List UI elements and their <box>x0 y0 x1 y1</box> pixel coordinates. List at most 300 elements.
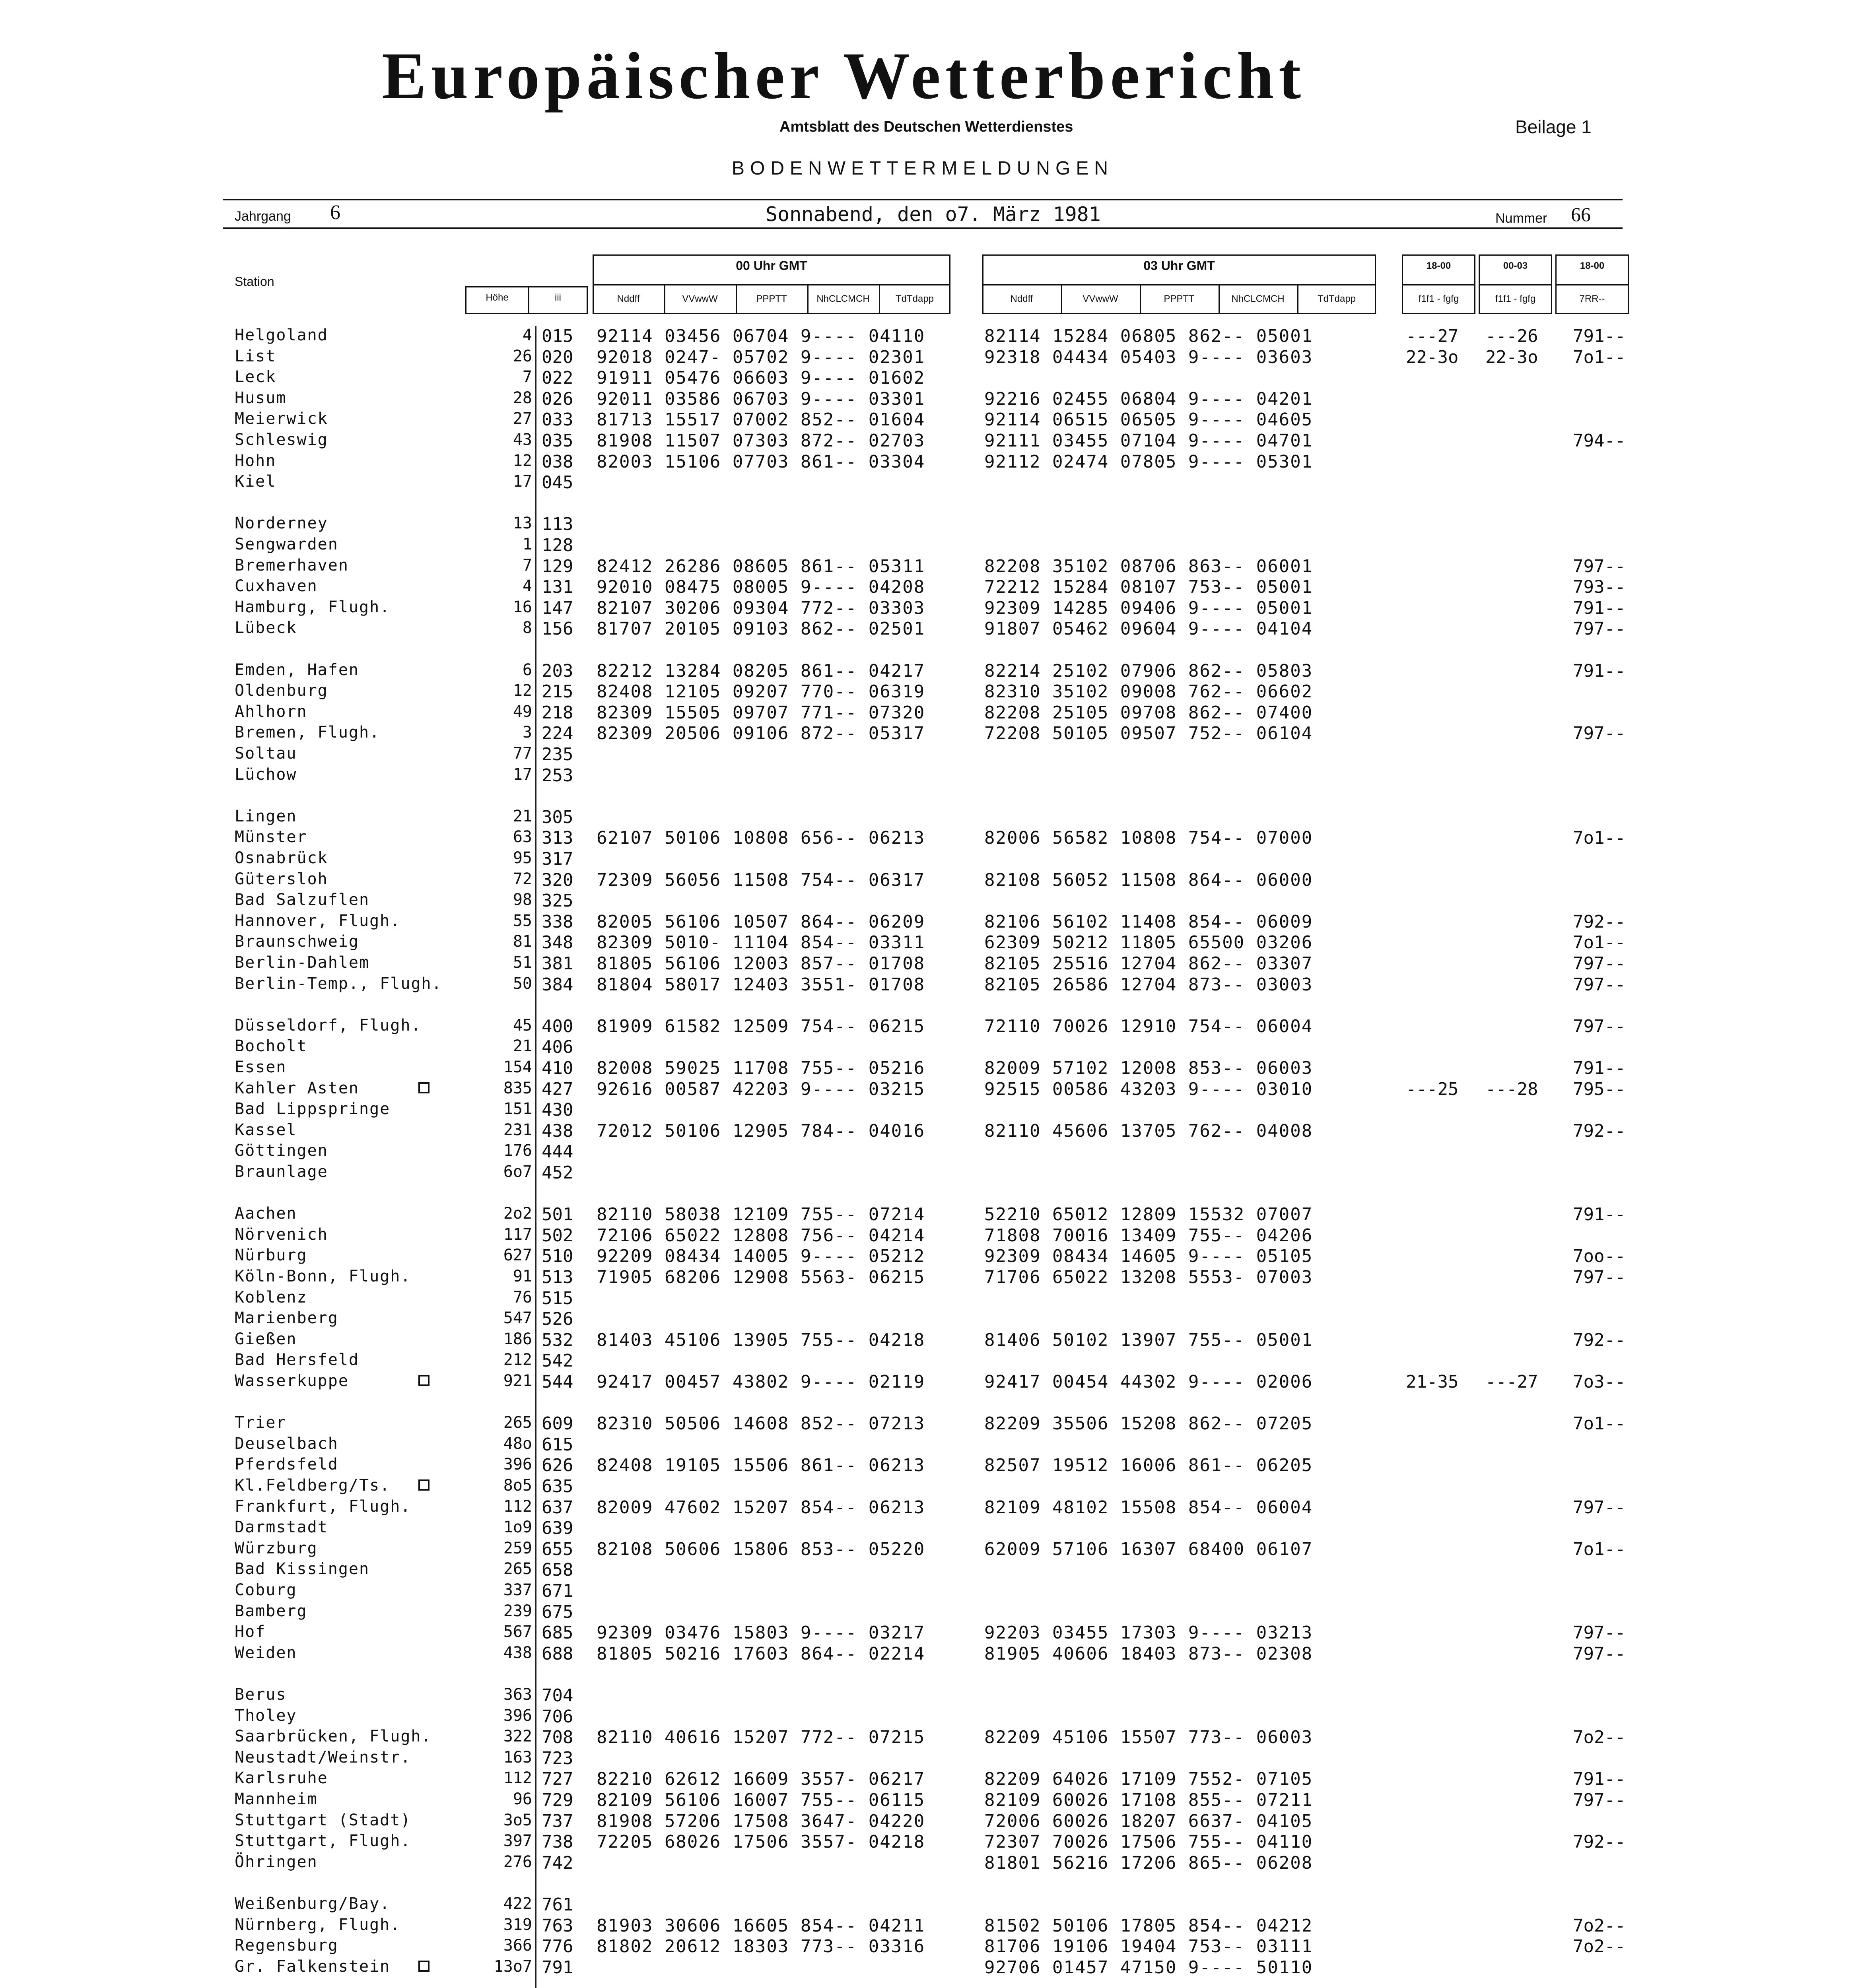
obs-03-gmt: 82106 56102 11408 854-- 06009 <box>984 912 1313 932</box>
station-height: 48o <box>503 1435 532 1453</box>
obs-03-gmt: 62009 57106 16307 68400 06107 <box>984 1539 1313 1559</box>
station-name: Hamburg, Flugh. <box>235 598 391 616</box>
station-number: 020 <box>542 347 573 367</box>
obs-00-gmt: 82003 15106 07703 861-- 03304 <box>597 452 925 472</box>
group-00-divider <box>593 284 950 285</box>
station-height: 76 <box>513 1288 532 1307</box>
station-name: Koblenz <box>235 1288 307 1307</box>
obs-00-gmt: 82110 40616 15207 772-- 07215 <box>597 1727 925 1747</box>
station-number: 325 <box>542 891 573 911</box>
station-name: Hannover, Flugh. <box>235 912 401 930</box>
obs-00-gmt: 72012 50106 12905 784-- 04016 <box>597 1121 925 1141</box>
station-height: 98 <box>513 891 532 909</box>
station-height: 4 <box>522 577 532 595</box>
col03-clouds: NhCLCMCH <box>1231 293 1285 304</box>
gust-0003: ---27 <box>1485 1372 1538 1392</box>
obs-03-gmt: 71808 70016 13409 755-- 04206 <box>984 1225 1313 1246</box>
gust-1800: ---27 <box>1406 326 1459 346</box>
obs-03-gmt: 92203 03455 17303 9---- 03213 <box>984 1623 1313 1643</box>
station-number: 320 <box>542 870 573 890</box>
obs-03-gmt: 62309 50212 11805 65500 03206 <box>984 932 1313 953</box>
station-number: 655 <box>542 1539 573 1559</box>
precip-code: 797-- <box>1573 1497 1626 1518</box>
station-height: 55 <box>513 912 532 930</box>
obs-03-gmt: 82208 25105 09708 862-- 07400 <box>984 703 1313 723</box>
station-name: Braunschweig <box>235 932 359 951</box>
precip-code: 797-- <box>1573 953 1626 974</box>
col03-nddff: Nddff <box>1010 293 1033 304</box>
obs-00-gmt: 82110 58038 12109 755-- 07214 <box>597 1204 925 1225</box>
supplement-label: Beilage 1 <box>1515 116 1592 137</box>
station-number: 128 <box>542 535 573 555</box>
station-number: 113 <box>542 514 573 534</box>
obs-00-gmt: 92616 00587 42203 9---- 03215 <box>597 1079 925 1099</box>
station-number: 015 <box>542 326 573 346</box>
obs-00-gmt: 81908 11507 07303 872-- 02703 <box>597 431 925 451</box>
station-header: Station <box>235 274 274 289</box>
obs-03-gmt: 81706 19106 19404 753-- 03111 <box>984 1936 1313 1957</box>
station-number: 026 <box>542 389 573 409</box>
precip-code: 7oo-- <box>1573 1246 1626 1266</box>
obs-00-gmt: 82408 12105 09207 770-- 06319 <box>597 681 925 702</box>
station-number: 737 <box>542 1811 573 1831</box>
precip-code: 792-- <box>1573 1121 1626 1141</box>
obs-03-gmt: 92417 00454 44302 9---- 02006 <box>984 1372 1313 1392</box>
obs-00-gmt: 82408 19105 15506 861-- 06213 <box>597 1455 925 1475</box>
precip-code: 791-- <box>1573 598 1626 618</box>
station-number: 348 <box>542 932 573 953</box>
station-name: Osnabrück <box>235 849 328 867</box>
obs-00-gmt: 92010 08475 08005 9---- 04208 <box>597 577 925 597</box>
station-number: 637 <box>542 1497 573 1518</box>
group-03-title: 03 Uhr GMT <box>1143 258 1215 273</box>
station-name: Hof <box>235 1623 266 1641</box>
col03-tdapp: TdTdapp <box>1317 293 1356 304</box>
station-name: Regensburg <box>235 1936 338 1955</box>
station-height: 163 <box>503 1748 532 1767</box>
gust-1800-title: 18-00 <box>1426 260 1451 271</box>
col00-clouds: NhCLCMCH <box>816 293 870 304</box>
precip-code: 792-- <box>1573 1330 1626 1350</box>
obs-00-gmt: 82210 62612 16609 3557- 06217 <box>597 1769 925 1789</box>
station-name: Kiel <box>235 472 276 491</box>
divider <box>1479 284 1552 285</box>
station-number: 317 <box>542 849 573 869</box>
precip-code: 792-- <box>1573 912 1626 932</box>
station-number: 763 <box>542 1916 573 1936</box>
obs-00-gmt: 81403 45106 13905 755-- 04218 <box>597 1330 925 1350</box>
station-number: 156 <box>542 619 573 639</box>
rain-1800-title: 18-00 <box>1580 260 1605 271</box>
station-height: 239 <box>503 1602 532 1620</box>
station-height: 4 <box>522 326 532 344</box>
obs-00-gmt: 82310 50506 14608 852-- 07213 <box>597 1413 925 1434</box>
precip-code: 7o2-- <box>1573 1727 1626 1747</box>
obs-03-gmt: 82108 56052 11508 864-- 06000 <box>984 870 1313 890</box>
group-00-title: 00 Uhr GMT <box>736 258 807 273</box>
station-name: Coburg <box>235 1581 297 1599</box>
station-name: Norderney <box>235 514 328 532</box>
station-number: 381 <box>542 953 573 974</box>
obs-03-gmt: 92515 00586 43203 9---- 03010 <box>984 1079 1313 1099</box>
station-number: 544 <box>542 1372 573 1392</box>
obs-03-gmt: 82209 45106 15507 773-- 06003 <box>984 1727 1313 1747</box>
station-name: Kassel <box>235 1121 297 1139</box>
station-height: 7 <box>522 368 532 386</box>
group-03-divider <box>982 284 1376 285</box>
station-height: 13o7 <box>494 1957 532 1976</box>
station-number: 406 <box>542 1037 573 1057</box>
station-name: Bamberg <box>235 1602 307 1620</box>
station-height: 112 <box>503 1769 532 1787</box>
station-name: Deuselbach <box>235 1435 338 1453</box>
obs-00-gmt: 81805 50216 17603 864-- 02214 <box>597 1644 925 1664</box>
iii-header: iii <box>555 292 561 303</box>
station-name: Karlsruhe <box>235 1769 328 1787</box>
precip-code: 7o1-- <box>1573 1413 1626 1434</box>
obs-00-gmt: 92114 03456 06704 9---- 04110 <box>597 326 925 346</box>
column-separator <box>535 326 536 1988</box>
station-name: Essen <box>235 1058 287 1076</box>
date-rule <box>223 227 1623 229</box>
station-name: Aachen <box>235 1204 297 1223</box>
station-number: 526 <box>542 1309 573 1329</box>
station-number: 727 <box>542 1769 573 1789</box>
obs-00-gmt: 82005 56106 10507 864-- 06209 <box>597 912 925 932</box>
station-number: 688 <box>542 1644 573 1664</box>
precip-code: 797-- <box>1573 975 1626 995</box>
precip-code: 7o1-- <box>1573 1539 1626 1559</box>
station-height: 77 <box>513 744 532 763</box>
station-number: 384 <box>542 975 573 995</box>
obs-00-gmt: 82309 20506 09106 872-- 05317 <box>597 723 925 744</box>
jahrgang-label: Jahrgang <box>235 209 291 224</box>
station-name: Sengwarden <box>235 535 338 553</box>
station-number: 738 <box>542 1832 573 1852</box>
station-number: 729 <box>542 1790 573 1810</box>
station-name: Münster <box>235 828 307 846</box>
station-name: Lingen <box>235 807 297 825</box>
station-number: 626 <box>542 1455 573 1475</box>
precip-code: 7o2-- <box>1573 1936 1626 1957</box>
obs-03-gmt: 72006 60026 18207 6637- 04105 <box>984 1811 1313 1831</box>
station-number: 685 <box>542 1623 573 1643</box>
station-name: Mannheim <box>235 1790 318 1808</box>
station-name: Nörvenich <box>235 1225 328 1244</box>
obs-00-gmt: 72309 56056 11508 754-- 06317 <box>597 870 925 890</box>
station-height: 322 <box>503 1727 532 1745</box>
station-name: Bocholt <box>235 1037 307 1055</box>
divider <box>1402 284 1475 285</box>
station-number: 203 <box>542 661 573 681</box>
station-height: 186 <box>503 1330 532 1348</box>
station-number: 438 <box>542 1121 573 1141</box>
obs-03-gmt: 92111 03455 07104 9---- 04701 <box>984 431 1313 451</box>
station-height: 259 <box>503 1539 532 1557</box>
station-name: Helgoland <box>235 326 328 344</box>
station-height: 151 <box>503 1100 532 1118</box>
station-name: Hohn <box>235 452 276 470</box>
station-height: 12 <box>513 681 532 700</box>
station-number: 427 <box>542 1079 573 1099</box>
obs-00-gmt: 82008 59025 11708 755-- 05216 <box>597 1058 925 1078</box>
obs-03-gmt: 82110 45606 13705 762-- 04008 <box>984 1121 1313 1141</box>
precip-code: 791-- <box>1573 326 1626 346</box>
station-name: Göttingen <box>235 1142 328 1160</box>
obs-00-gmt: 82309 15505 09707 771-- 07320 <box>597 703 925 723</box>
station-height: 26 <box>513 347 532 365</box>
station-height: 45 <box>513 1016 532 1035</box>
station-name: Stuttgart (Stadt) <box>235 1811 411 1829</box>
precip-code: 791-- <box>1573 1769 1626 1789</box>
station-number: 410 <box>542 1058 573 1078</box>
station-number: 639 <box>542 1518 573 1538</box>
precip-code: 797-- <box>1573 619 1626 639</box>
obs-00-gmt: 92011 03586 06703 9---- 03301 <box>597 389 925 409</box>
open-square-icon <box>418 1961 430 1972</box>
station-number: 671 <box>542 1581 573 1601</box>
col00-vvwww: VVwwW <box>682 293 718 304</box>
gust-1800: 22-3o <box>1406 347 1459 367</box>
hoehe-header: Höhe <box>486 292 509 303</box>
obs-03-gmt: 82114 15284 06805 862-- 05001 <box>984 326 1313 346</box>
obs-03-gmt: 82109 60026 17108 855-- 07211 <box>984 1790 1313 1810</box>
station-number: 675 <box>542 1602 573 1622</box>
station-height: 319 <box>503 1916 532 1934</box>
station-number: 038 <box>542 452 573 472</box>
station-height: 43 <box>513 431 532 449</box>
obs-03-gmt: 81406 50102 13907 755-- 05001 <box>984 1330 1313 1350</box>
station-height: 96 <box>513 1790 532 1808</box>
obs-00-gmt: 72106 65022 12808 756-- 04214 <box>597 1225 925 1246</box>
station-name: Soltau <box>235 744 297 763</box>
obs-03-gmt: 92706 01457 47150 9---- 50110 <box>984 1957 1313 1978</box>
station-name: Bad Salzuflen <box>235 891 370 909</box>
station-height: 276 <box>503 1853 532 1871</box>
top-rule <box>223 199 1623 200</box>
precip-code: 791-- <box>1573 1204 1626 1225</box>
station-height: 396 <box>503 1706 532 1725</box>
station-name: Berus <box>235 1685 287 1704</box>
gust-1800-sub: f1f1 - fgfg <box>1418 293 1459 304</box>
gust-1800: 21-35 <box>1406 1372 1459 1392</box>
station-height: 366 <box>503 1936 532 1955</box>
station-number: 658 <box>542 1560 573 1580</box>
station-name: Cuxhaven <box>235 577 318 595</box>
station-name: Leck <box>235 368 276 386</box>
station-number: 761 <box>542 1895 573 1915</box>
station-height: 91 <box>513 1267 532 1285</box>
station-number: 033 <box>542 410 573 430</box>
station-name: Bad Kissingen <box>235 1560 370 1578</box>
station-height: 337 <box>503 1581 532 1599</box>
station-number: 742 <box>542 1853 573 1873</box>
station-height: 13 <box>513 514 532 532</box>
station-height: 265 <box>503 1560 532 1578</box>
obs-00-gmt: 92018 0247- 05702 9---- 02301 <box>597 347 925 367</box>
obs-03-gmt: 72110 70026 12910 754-- 06004 <box>984 1016 1313 1037</box>
obs-03-gmt: 82208 35102 08706 863-- 06001 <box>984 556 1313 577</box>
station-number: 513 <box>542 1267 573 1287</box>
obs-03-gmt: 92216 02455 06804 9---- 04201 <box>984 389 1313 409</box>
precip-code: 794-- <box>1573 431 1626 451</box>
station-name: Darmstadt <box>235 1518 328 1536</box>
station-number: 615 <box>542 1435 573 1455</box>
station-height: 112 <box>503 1497 532 1516</box>
station-name: Stuttgart, Flugh. <box>235 1832 411 1850</box>
station-number: 501 <box>542 1204 573 1225</box>
station-number: 022 <box>542 368 573 388</box>
station-name: Düsseldorf, Flugh. <box>235 1016 422 1035</box>
station-height: 397 <box>503 1832 532 1850</box>
obs-00-gmt: 81802 20612 18303 773-- 03316 <box>597 1936 925 1957</box>
station-number: 224 <box>542 723 573 744</box>
station-height: 6o7 <box>503 1163 532 1181</box>
station-height: 6 <box>522 661 532 679</box>
obs-03-gmt: 72307 70026 17506 755-- 04110 <box>984 1832 1313 1852</box>
obs-03-gmt: 92309 08434 14605 9---- 05105 <box>984 1246 1313 1266</box>
station-name: Ahlhorn <box>235 703 307 721</box>
obs-00-gmt: 82108 50606 15806 853-- 05220 <box>597 1539 925 1559</box>
precip-code: 793-- <box>1573 577 1626 597</box>
station-height: 21 <box>513 807 532 825</box>
precip-code: 797-- <box>1573 1016 1626 1037</box>
station-number: 444 <box>542 1142 573 1162</box>
station-height: 835 <box>503 1079 532 1097</box>
obs-03-gmt: 82109 48102 15508 854-- 06004 <box>984 1497 1313 1518</box>
station-height: 50 <box>513 975 532 993</box>
obs-03-gmt: 72208 50105 09507 752-- 06104 <box>984 723 1313 744</box>
station-number: 218 <box>542 703 573 723</box>
obs-00-gmt: 91911 05476 06603 9---- 01602 <box>597 368 925 388</box>
station-height: 17 <box>513 472 532 491</box>
station-name: Emden, Hafen <box>235 661 359 679</box>
station-height: 627 <box>503 1246 532 1264</box>
gust-0003: ---28 <box>1485 1079 1538 1099</box>
station-number: 235 <box>542 744 573 765</box>
station-height: 231 <box>503 1121 532 1139</box>
station-name: Nürburg <box>235 1246 307 1264</box>
obs-03-gmt: 82310 35102 09008 762-- 06602 <box>984 681 1313 702</box>
precip-code: 797-- <box>1573 1644 1626 1664</box>
station-number: 253 <box>542 765 573 786</box>
obs-00-gmt: 81713 15517 07002 852-- 01604 <box>597 410 925 430</box>
obs-03-gmt: 82009 57102 12008 853-- 06003 <box>984 1058 1313 1078</box>
obs-00-gmt: 72205 68026 17506 3557- 04218 <box>597 1832 925 1852</box>
station-height: 81 <box>513 932 532 951</box>
obs-03-gmt: 71706 65022 13208 5553- 07003 <box>984 1267 1313 1287</box>
station-height: 212 <box>503 1351 532 1369</box>
obs-00-gmt: 81805 56106 12003 857-- 01708 <box>597 953 925 974</box>
station-number: 129 <box>542 556 573 577</box>
station-height: 117 <box>503 1225 532 1244</box>
station-height: 422 <box>503 1895 532 1913</box>
station-height: 17 <box>513 765 532 784</box>
station-number: 706 <box>542 1706 573 1727</box>
precip-code: 7o1-- <box>1573 932 1626 953</box>
station-number: 635 <box>542 1476 573 1497</box>
col03-vvwww: VVwwW <box>1083 293 1118 304</box>
station-name: Bremerhaven <box>235 556 349 575</box>
obs-03-gmt: 92309 14285 09406 9---- 05001 <box>984 598 1313 618</box>
station-height: 921 <box>503 1372 532 1390</box>
gust-0003-sub: f1f1 - fgfg <box>1495 293 1536 304</box>
obs-03-gmt: 81905 40606 18403 873-- 02308 <box>984 1644 1313 1664</box>
precip-code: 797-- <box>1573 1623 1626 1643</box>
station-name: Gießen <box>235 1330 297 1348</box>
station-height: 51 <box>513 953 532 972</box>
obs-00-gmt: 92417 00457 43802 9---- 02119 <box>597 1372 925 1392</box>
obs-00-gmt: 82309 5010- 11104 854-- 03311 <box>597 932 925 953</box>
station-height: 12 <box>513 452 532 470</box>
obs-03-gmt: 72212 15284 08107 753-- 05001 <box>984 577 1313 597</box>
precip-code: 791-- <box>1573 1058 1626 1078</box>
precip-code: 797-- <box>1573 1790 1626 1810</box>
station-number: 609 <box>542 1413 573 1434</box>
station-number: 532 <box>542 1330 573 1350</box>
station-height: 16 <box>513 598 532 616</box>
station-height: 27 <box>513 410 532 428</box>
col00-nddff: Nddff <box>617 293 640 304</box>
station-name: Pferdsfeld <box>235 1455 338 1474</box>
precip-code: 792-- <box>1573 1832 1626 1852</box>
station-number: 704 <box>542 1685 573 1706</box>
jahrgang-value: 6 <box>330 201 340 224</box>
section-title: BODENWETTERMELDUNGEN <box>732 158 1114 179</box>
station-height: 72 <box>513 870 532 888</box>
obs-00-gmt: 92309 03476 15803 9---- 03217 <box>597 1623 925 1643</box>
station-name: Schleswig <box>235 431 328 449</box>
open-square-icon <box>418 1375 430 1386</box>
issue-date: Sonnabend, den o7. März 1981 <box>766 203 1101 226</box>
station-height: 396 <box>503 1455 532 1474</box>
station-name: Neustadt/Weinstr. <box>235 1748 411 1767</box>
station-number: 791 <box>542 1957 573 1978</box>
station-height: 21 <box>513 1037 532 1055</box>
precip-code: 7o1-- <box>1573 828 1626 848</box>
station-name: Lübeck <box>235 619 297 637</box>
station-name: Trier <box>235 1413 287 1432</box>
station-name: Marienberg <box>235 1309 338 1327</box>
station-height: 63 <box>513 828 532 846</box>
station-name: Nürnberg, Flugh. <box>235 1916 401 1934</box>
station-number: 776 <box>542 1936 573 1957</box>
obs-00-gmt: 81707 20105 09103 862-- 02501 <box>597 619 925 639</box>
station-height: 438 <box>503 1644 532 1662</box>
obs-00-gmt: 82109 56106 16007 755-- 06115 <box>597 1790 925 1810</box>
station-number: 515 <box>542 1288 573 1309</box>
obs-00-gmt: 62107 50106 10808 656-- 06213 <box>597 828 925 848</box>
station-number: 430 <box>542 1100 573 1120</box>
station-height: 95 <box>513 849 532 867</box>
obs-03-gmt: 52210 65012 12809 15532 07007 <box>984 1204 1313 1225</box>
obs-03-gmt: 82209 64026 17109 7552- 07105 <box>984 1769 1313 1789</box>
station-name: Köln-Bonn, Flugh. <box>235 1267 411 1285</box>
station-number: 045 <box>542 472 573 493</box>
station-number: 131 <box>542 577 573 597</box>
obs-03-gmt: 81502 50106 17805 854-- 04212 <box>984 1916 1313 1936</box>
col00-ppptt: PPPTT <box>756 293 787 304</box>
obs-03-gmt: 82209 35506 15208 862-- 07205 <box>984 1413 1313 1434</box>
station-number: 510 <box>542 1246 573 1266</box>
station-height: 265 <box>503 1413 532 1432</box>
obs-03-gmt: 82214 25102 07906 862-- 05803 <box>984 661 1313 681</box>
obs-00-gmt: 82009 47602 15207 854-- 06213 <box>597 1497 925 1518</box>
station-name: Gütersloh <box>235 870 328 888</box>
station-height: 1o9 <box>503 1518 532 1536</box>
obs-03-gmt: 81801 56216 17206 865-- 06208 <box>984 1853 1313 1873</box>
station-name: Kahler Asten <box>235 1079 359 1097</box>
